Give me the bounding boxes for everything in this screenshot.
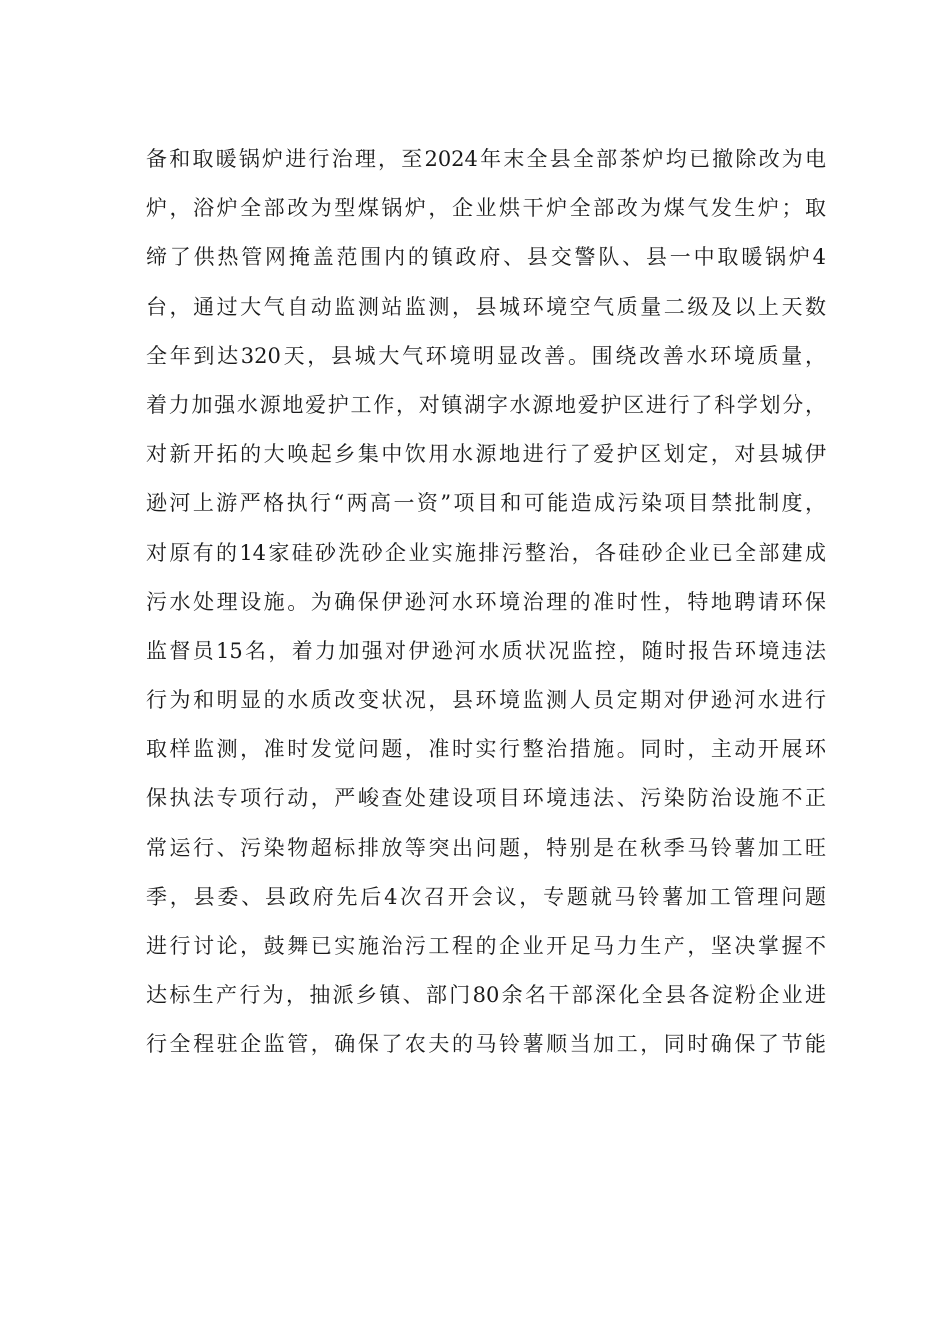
text-line-19: 行全程驻企监管，确保了农夫的马铃薯顺当加工，同时确保了节能 [146,1032,826,1057]
text-line-12: 行为和明显的水质改变状况，县环境监测人员定期对伊逊河水进行 [146,688,826,713]
text-line-14: 保执法专项行动，严峻查处建设项目环境违法、污染防治设施不正 [146,786,826,811]
text-line-6: 着力加强水源地爱护工作，对镇湖字水源地爱护区进行了科学划分， [146,392,826,417]
text-line-15: 常运行、污染物超标排放等突出问题，特别是在秋季马铃薯加工旺 [146,835,826,860]
text-line-1: 备和取暖锅炉进行治理，至2024年末全县全部茶炉均已撤除改为电 [146,147,826,171]
text-line-11: 监督员15名，着力加强对伊逊河水质状况监控，随时报告环境违法 [146,638,826,663]
text-line-18: 达标生产行为，抽派乡镇、部门80余名干部深化全县各淀粉企业进 [146,983,826,1008]
text-line-17: 进行讨论，鼓舞已实施治污工程的企业开足马力生产，坚决掌握不 [146,934,826,958]
text-line-2: 炉，浴炉全部改为型煤锅炉，企业烘干炉全部改为煤气发生炉；取 [146,196,826,221]
text-line-16: 季，县委、县政府先后4次召开会议，专题就马铃薯加工管理问题 [146,884,826,909]
text-line-8: 逊河上游严格执行“两高一资”项目和可能造成污染项目禁批制度， [146,491,826,516]
text-line-4: 台，通过大气自动监测站监测，县城环境空气质量二级及以上天数 [146,294,826,319]
text-line-3: 缔了供热管网掩盖范围内的镇政府、县交警队、县一中取暖锅炉4 [146,245,826,270]
text-line-7: 对新开拓的大唤起乡集中饮用水源地进行了爱护区划定，对县城伊 [146,442,826,467]
body-paragraph [146,135,826,1070]
text-line-5: 全年到达320天，县城大气环境明显改善。围绕改善水环境质量， [146,343,826,368]
text-line-9: 对原有的14家硅砂洗砂企业实施排污整治，各硅砂企业已全部建成 [146,540,826,565]
text-line-13: 取样监测，准时发觉问题，准时实行整治措施。同时，主动开展环 [146,737,826,762]
text-line-10: 污水处理设施。为确保伊逊河水环境治理的准时性，特地聘请环保 [146,589,826,614]
